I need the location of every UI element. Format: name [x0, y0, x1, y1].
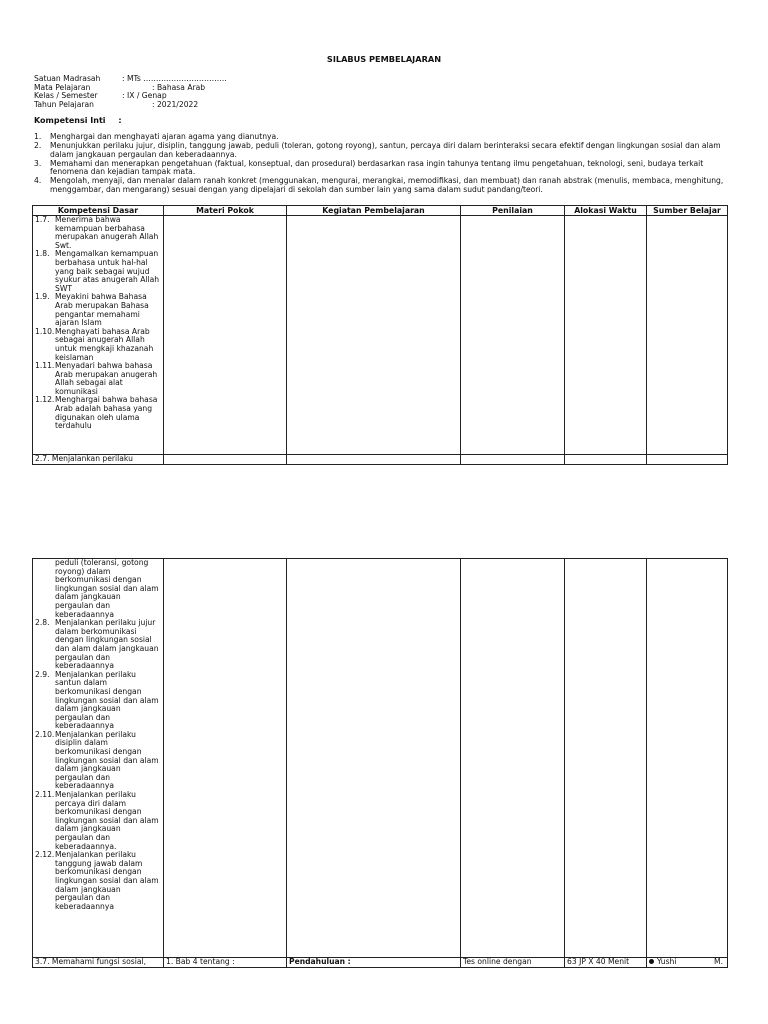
penilaian-cell: Tes online dengan — [461, 958, 565, 968]
penilaian-cell — [461, 559, 565, 958]
ki-item — [34, 160, 732, 177]
kd-item — [35, 791, 161, 851]
kd-text: Menghargai bahwa bahasa Arab adalah bahasa yang digunakan oleh ulama terdahulu — [55, 395, 158, 431]
sumber-cell — [647, 559, 728, 958]
kd-text: Menjalankan perilaku tanggung jawab dalam berkomunikasi dengan lingkungan sosial dan alam dalam jangkauan pergaulan dan keberadaannya — [55, 850, 159, 911]
kd-item — [35, 671, 161, 731]
alokasi-cell: 63 JP X 40 Menit — [565, 958, 647, 968]
materi-cell — [164, 455, 287, 465]
header-kegiatan-pembelajaran: Kegiatan Pembelajaran — [287, 206, 461, 216]
kd-continuation: peduli (toleransi, gotong royong) dalam berkomunikasi dengan lingkungan sosial dan alam dalam jangkauan pergaulan dan keberadaannya — [55, 558, 159, 619]
ki-heading — [34, 117, 122, 126]
header-sumber-belajar: Sumber Belajar — [647, 206, 728, 216]
kd-text: Menghayati bahasa Arab sebagai anugerah Allah untuk mengkaji khazanah keislaman — [55, 326, 154, 362]
header-penilaian: Penilaian — [461, 206, 565, 216]
kd-number: 1.9. — [35, 292, 50, 302]
kd-item — [35, 619, 161, 671]
meta-label: Kelas / Semester — [34, 91, 98, 101]
kd-number: 2.8. — [35, 618, 50, 628]
ki-number: 2. — [34, 141, 42, 151]
header-kompetensi-dasar: Kompetensi Dasar — [33, 206, 164, 216]
ki-list — [34, 133, 732, 195]
kd-number: 2.12. — [35, 850, 55, 860]
meta-value: : Bahasa Arab — [152, 82, 206, 92]
kd-text: Menjalankan perilaku disiplin dalam berkomunikasi dengan lingkungan sosial dan alam dalam jangkauan pergaulan dan keberadaannya — [55, 729, 159, 791]
kd-item — [35, 362, 161, 396]
sumber-author: Yushi — [657, 957, 677, 966]
kd-number: 2.9. — [35, 669, 50, 679]
meta-label: Mata Pelajaran — [34, 82, 91, 92]
alokasi-cell — [565, 559, 647, 958]
kd-cell — [33, 559, 164, 958]
kd-text: Meyakini bahwa Bahasa Arab merupakan Bahasa pengantar memahami ajaran Islam — [55, 292, 149, 328]
penilaian-cell — [461, 455, 565, 465]
bullet-icon — [649, 959, 654, 964]
kd-number: 1.8. — [35, 249, 50, 259]
ki-item — [34, 177, 732, 194]
ki-text: Memahami dan menerapkan pengetahuan (faktual, konseptual, dan prosedural) berdasarkan rasa ingin tahunya tentang ilmu pengetahuan, teknologi, seni, budaya terkait fenomena dan kejadian tampak mata. — [50, 158, 704, 177]
syllabus-table-page-2 — [32, 558, 728, 968]
ki-heading-text: Kompetensi Inti — [34, 116, 106, 125]
table-row — [33, 216, 728, 455]
sumber-cell — [647, 958, 728, 968]
kd-cell: 2.7. Menjalankan perilaku — [33, 455, 164, 465]
kd-number: 2.10. — [35, 729, 55, 739]
kd-item — [35, 250, 161, 293]
kd-text: Menyadari bahwa bahasa Arab merupakan anugerah Allah sebagai alat komunikasi — [55, 361, 158, 396]
penilaian-cell — [461, 216, 565, 455]
kd-item — [35, 328, 161, 362]
meta-value: : MTs …………………………… — [122, 74, 227, 83]
kegiatan-cell: Pendahuluan : — [287, 958, 461, 968]
kegiatan-cell — [287, 216, 461, 455]
header-alokasi-waktu: Alokasi Waktu — [565, 206, 647, 216]
kd-text: Menjalankan perilaku percaya diri dalam berkomunikasi dengan lingkungan sosial dan alam dalam jangkauan pergaulan dan keberadaannya. — [55, 790, 159, 851]
kd-text: Menjalankan perilaku santun dalam berkomunikasi dengan lingkungan sosial dan alam dalam jangkauan pergaulan dan keberadaannya — [55, 669, 159, 731]
sumber-initial: M. — [714, 957, 723, 966]
kd-number: 1.11. — [35, 361, 55, 371]
ki-text: Menunjukkan perilaku jujur, disiplin, tanggung jawab, peduli (toleran, gotong royong), santun, percaya diri dalam berinteraksi secara efektif dengan lingkungan sosial dan alam dalam jangkauan pergaulan dan keberadaannya. — [50, 141, 721, 159]
meta-value: : 2021/2022 — [152, 99, 199, 109]
document-title: SILABUS PEMBELAJARAN — [326, 54, 442, 64]
ki-number: 4. — [34, 176, 42, 186]
table-header-row — [33, 206, 728, 216]
kd-item — [35, 731, 161, 791]
alokasi-cell — [565, 216, 647, 455]
kd-item — [35, 396, 161, 430]
meta-label: Satuan Madrasah — [34, 74, 101, 83]
ki-number: 1. — [34, 132, 42, 141]
ki-text: Mengolah, menyaji, dan menalar dalam ranah konkret (menggunakan, mengurai, merangkai, memodifikasi, dan membuat) dan ranah abstrak (menulis, membaca, menghitung, menggambar, dan mengarang) sesuai dengan yang dipelajari di sekolah dan sumber lain yang sama dalam sudut pandang/teori. — [50, 176, 724, 195]
sumber-cell — [647, 455, 728, 465]
materi-cell: 1. Bab 4 tentang : — [164, 958, 287, 968]
kd-item — [35, 851, 161, 911]
meta-value: : IX / Genap — [122, 91, 167, 101]
header-materi-pokok: Materi Pokok — [164, 206, 287, 216]
kegiatan-cell — [287, 559, 461, 958]
kd-text: Menerima bahwa kemampuan berbahasa merupakan anugerah Allah Swt. — [55, 215, 159, 250]
kd-number: 1.12. — [35, 395, 55, 405]
materi-cell — [164, 559, 287, 958]
kd-item — [35, 216, 161, 250]
kd-cell: 3.7. Memahami fungsi sosial, — [33, 958, 164, 968]
kd-text: Mengamalkan kemampuan berbahasa untuk hal-hal yang baik sebagai wujud syukur atas anugerah Allah SWT — [55, 249, 160, 293]
kd-text: Menjalankan perilaku jujur dalam berkomunikasi dengan lingkungan sosial dan alam dalam jangkauan pergaulan dan keberadaannya — [55, 618, 159, 671]
table-row — [33, 559, 728, 958]
kd-number: 2.11. — [35, 790, 55, 800]
materi-cell — [164, 216, 287, 455]
sumber-cell — [647, 216, 728, 455]
kd-number: 1.10. — [35, 326, 55, 336]
syllabus-table-page-1 — [32, 205, 728, 465]
alokasi-cell — [565, 455, 647, 465]
table-row — [33, 958, 728, 968]
ki-text: Menghargai dan menghayati ajaran agama yang dianutnya. — [50, 132, 279, 141]
ki-number: 3. — [34, 158, 42, 168]
kd-number: 1.7. — [35, 215, 50, 224]
ki-heading-colon: : — [118, 116, 122, 125]
meta-label: Tahun Pelajaran — [34, 99, 94, 109]
table-row — [33, 455, 728, 465]
kd-cell — [33, 216, 164, 455]
ki-item — [34, 142, 732, 159]
kd-item — [35, 293, 161, 327]
kegiatan-cell — [287, 455, 461, 465]
